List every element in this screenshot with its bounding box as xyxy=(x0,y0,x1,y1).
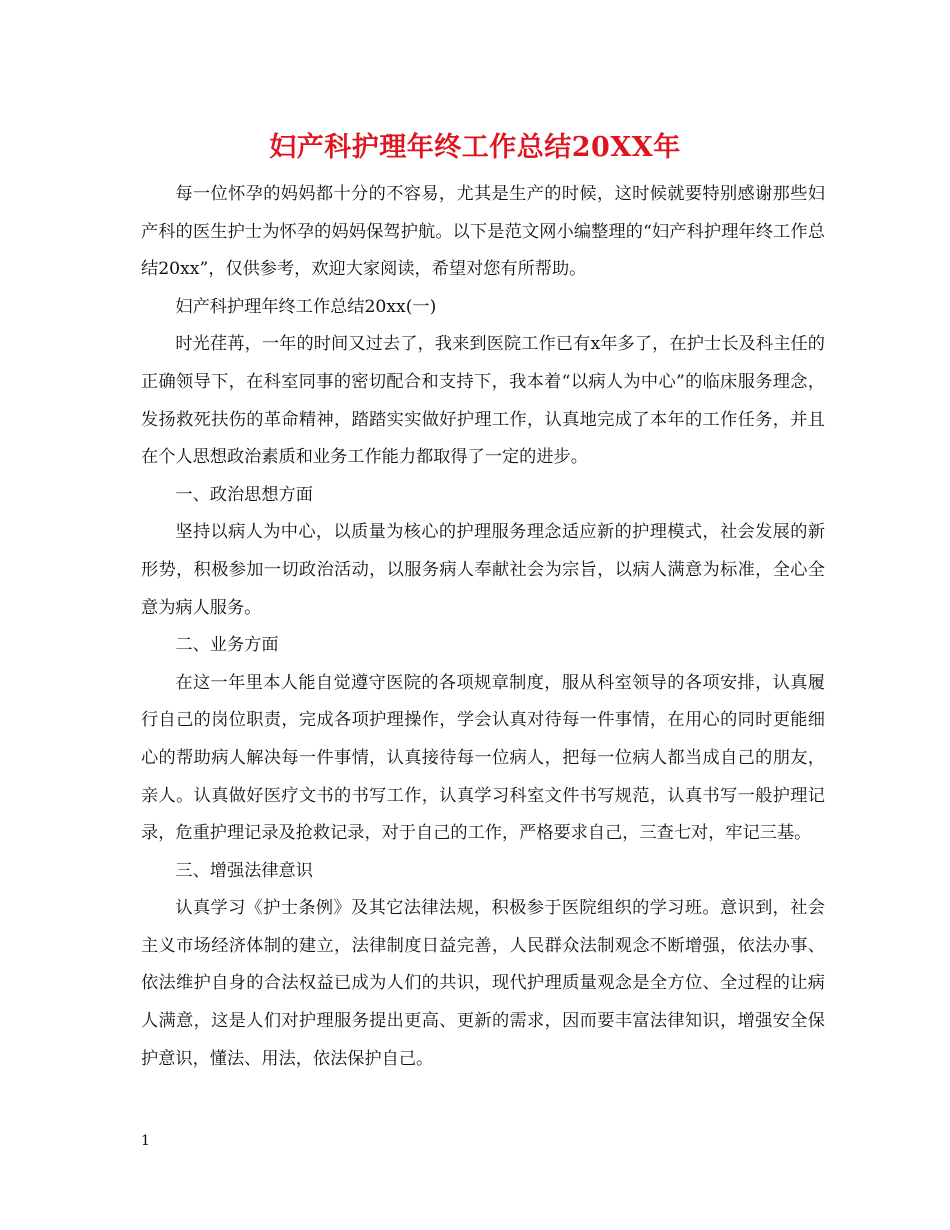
section-heading-politics: 一、政治思想方面 xyxy=(175,484,313,505)
paragraph-law: 认真学习《护士条例》及其它法律法规，积极参于医院组织的学习班。意识到，社会主义市场经济体制的建立，法律制度日益完善，人民群众法制观念不断增强，依法办事、依法维护自身的合法权益已成为人们的共识，现代护理质量观念是全方位、全过程的让病人满意，这是人们对护理服务提出更高、更新的需求，因而要丰富法律知识，增强安全保护意识，懂法、用法，依法保护自己。 xyxy=(141,898,825,1069)
paragraph-overview: 时光荏苒，一年的时间又过去了，我来到医院工作已有x年多了，在护士长及科主任的正确领导下，在科室同事的密切配合和支持下，我本着“以病人为中心”的临床服务理念，发扬救死扶伤的革命精神，踏踏实实做好护理工作，认真地完成了本年的工作任务，并且在个人思想政治素质和业务工作能力都取得了一定的进步。 xyxy=(141,334,825,468)
section-heading-law: 三、增强法律意识 xyxy=(175,860,313,881)
page-number: 1 xyxy=(141,1133,150,1149)
paragraph-politics: 坚持以病人为中心，以质量为核心的护理服务理念适应新的护理模式，社会发展的新形势，积极参加一切政治活动，以服务病人奉献社会为宗旨，以病人满意为标准，全心全意为病人服务。 xyxy=(141,522,825,618)
document-title: 妇产科护理年终工作总结20XX年 xyxy=(269,132,681,163)
section-heading-part-one: 妇产科护理年终工作总结20xx(一) xyxy=(175,296,437,317)
paragraph-business: 在这一年里本人能自觉遵守医院的各项规章制度，服从科室领导的各项安排，认真履行自己的岗位职责，完成各项护理操作，学会认真对待每一件事情，在用心的同时更能细心的帮助病人解决每一件事情，认真接待每一位病人，把每一位病人都当成自己的朋友，亲人。认真做好医疗文书的书写工作，认真学习科室文件书写规范，认真书写一般护理记录，危重护理记录及抢救记录，对于自己的工作，严格要求自己，三查七对，牢记三基。 xyxy=(141,672,825,844)
section-heading-business: 二、业务方面 xyxy=(175,635,279,656)
paragraph-intro: 每一位怀孕的妈妈都十分的不容易，尤其是生产的时候，这时候就要特别感谢那些妇产科的医生护士为怀孕的妈妈保驾护航。以下是范文网小编整理的“妇产科护理年终工作总结20xx”，仅供参考，欢迎大家阅读，希望对您有所帮助。 xyxy=(141,184,825,280)
document-body xyxy=(141,176,825,1078)
